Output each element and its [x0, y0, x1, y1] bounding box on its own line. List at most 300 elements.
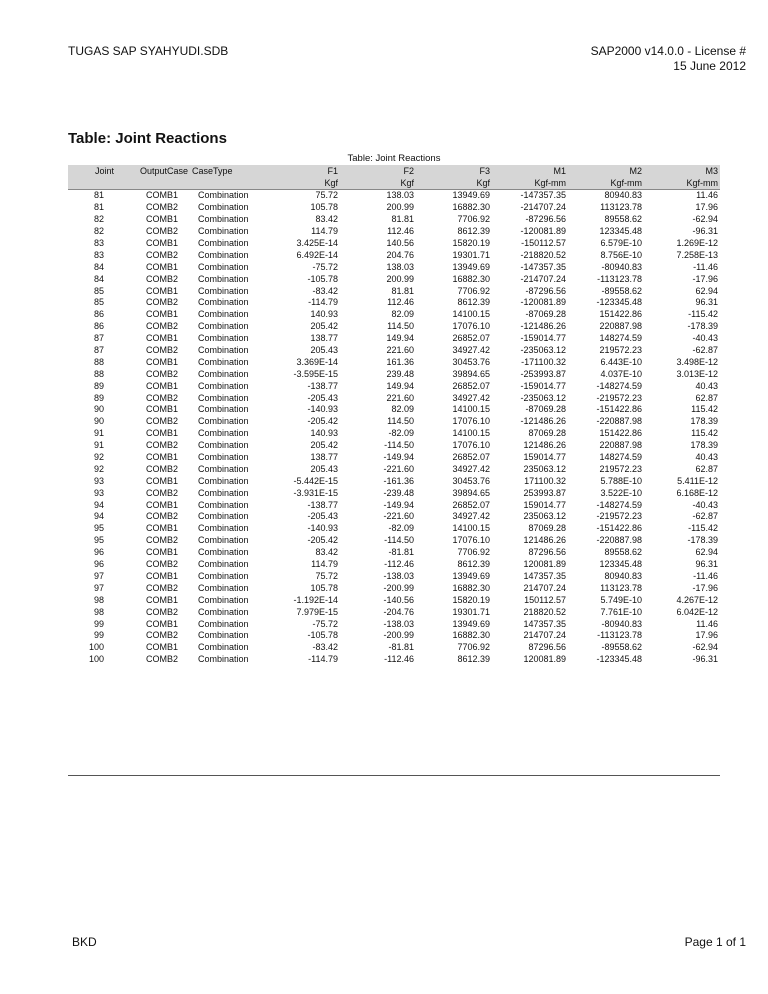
cell-output-case: COMB2: [145, 440, 178, 451]
cell-f3: 14100.15: [452, 428, 490, 439]
table-row: [68, 333, 720, 345]
table-row: [68, 309, 720, 321]
cell-f3: 7706.92: [457, 285, 490, 296]
cell-case-type: Combination: [198, 238, 249, 248]
cell-f2: -112.46: [384, 559, 414, 570]
cell-m2: -123345.48: [596, 297, 642, 308]
cell-f3: 13949.69: [452, 190, 490, 201]
cell-case-type: Combination: [198, 428, 249, 439]
col-header-m2: M2: [568, 165, 644, 177]
table-row: [68, 356, 720, 368]
unit-m3: Kgf-mm: [644, 177, 720, 190]
col-header-m1: M1: [492, 165, 568, 177]
cell-f3: 16882.30: [452, 630, 490, 641]
cell-m2: -219572.23: [596, 511, 642, 522]
cell-output-case: COMB2: [145, 559, 178, 570]
cell-m3: 6.042E-12: [676, 606, 718, 617]
cell-case-type: Combination: [198, 214, 249, 225]
cell-m3: -96.31: [692, 654, 718, 665]
cell-m1: 150112.57: [524, 594, 566, 605]
cell-joint: 89: [93, 392, 104, 403]
cell-m2: -113123.78: [597, 273, 642, 284]
cell-case-type: Combination: [198, 273, 249, 284]
cell-joint: 85: [93, 285, 104, 296]
cell-joint: 91: [93, 428, 104, 439]
cell-f2: 221.60: [386, 392, 414, 403]
cell-m3: -178.39: [687, 321, 718, 332]
cell-f1: -75.72: [312, 618, 338, 629]
cell-joint: 90: [93, 416, 104, 427]
cell-f3: 13949.69: [452, 261, 490, 272]
cell-output-case: COMB2: [145, 273, 178, 284]
cell-case-type: Combination: [198, 249, 249, 260]
cell-f2: 112.46: [387, 226, 414, 237]
cell-f1: 75.72: [315, 190, 338, 201]
cell-m1: 214707.24: [523, 582, 566, 593]
cell-f3: 8612.39: [457, 226, 490, 237]
cell-m3: 62.87: [695, 463, 718, 474]
cell-output-case: COMB1: [145, 190, 178, 201]
cell-m2: -219572.23: [596, 392, 642, 403]
cell-m2: 80940.83: [604, 190, 642, 201]
cell-f2: -149.94: [383, 499, 414, 510]
cell-m3: 96.31: [695, 297, 718, 308]
cell-f2: 161.36: [386, 356, 414, 367]
cell-m1: -120081.89: [520, 226, 566, 237]
cell-f2: 204.76: [386, 249, 414, 260]
cell-m1: -171100.32: [521, 356, 566, 367]
cell-output-case: COMB2: [145, 392, 178, 403]
cell-m1: -87069.28: [525, 404, 566, 415]
table-row: [68, 606, 720, 618]
cell-m1: -121486.26: [520, 321, 566, 332]
cell-m2: 123345.48: [599, 226, 642, 237]
cell-case-type: Combination: [198, 297, 249, 308]
cell-f1: -3.595E-15: [293, 368, 338, 379]
unit-f1: Kgf: [264, 177, 340, 190]
cell-m2: -113123.78: [597, 630, 642, 641]
table-row: [68, 642, 720, 654]
cell-joint: 83: [93, 238, 104, 248]
cell-output-case: COMB2: [145, 368, 178, 379]
table-row: [68, 190, 720, 202]
cell-m2: 219572.23: [599, 463, 642, 474]
cell-output-case: COMB1: [145, 475, 178, 486]
cell-output-case: COMB2: [145, 345, 178, 356]
cell-f1: 3.369E-14: [296, 356, 338, 367]
cell-case-type: Combination: [198, 499, 249, 510]
cell-f2: 239.48: [386, 368, 414, 379]
cell-case-type: Combination: [198, 261, 249, 272]
cell-m1: -159014.77: [520, 380, 566, 391]
cell-f3: 15820.19: [452, 594, 490, 605]
cell-m2: 80940.83: [604, 570, 642, 581]
cell-joint: 87: [93, 345, 104, 356]
cell-m3: 17.96: [695, 202, 718, 213]
cell-f1: -205.42: [307, 535, 338, 546]
cell-case-type: Combination: [198, 202, 249, 213]
col-header-m3: M3: [644, 165, 720, 177]
cell-f3: 8612.39: [457, 559, 490, 570]
table-row: [68, 345, 720, 357]
cell-joint: 96: [93, 559, 104, 570]
cell-f1: -105.78: [307, 273, 338, 284]
table-units-row: [68, 177, 720, 190]
cell-case-type: Combination: [198, 511, 249, 522]
cell-joint: 95: [93, 535, 104, 546]
page-title: Table: Joint Reactions: [68, 130, 227, 147]
table-row: [68, 523, 720, 535]
cell-m2: -148274.59: [596, 499, 642, 510]
cell-output-case: COMB1: [145, 309, 178, 320]
cell-m3: 40.43: [695, 380, 718, 391]
cell-f2: -82.09: [388, 523, 414, 534]
cell-m3: 115.42: [691, 428, 718, 439]
cell-joint: 92: [93, 452, 104, 463]
cell-m3: 62.94: [695, 285, 718, 296]
cell-output-case: COMB2: [145, 416, 178, 427]
cell-f2: 112.46: [387, 297, 414, 308]
cell-m1: -87296.56: [525, 285, 566, 296]
table-row: [68, 392, 720, 404]
cell-case-type: Combination: [198, 380, 249, 391]
cell-output-case: COMB1: [145, 356, 178, 367]
cell-m3: -178.39: [687, 535, 718, 546]
cell-m1: -87296.56: [525, 214, 566, 225]
cell-f2: 149.94: [386, 333, 414, 344]
cell-f2: -81.81: [388, 642, 414, 653]
table-row: [68, 285, 720, 297]
table-row: [68, 261, 720, 273]
cell-m1: -159014.77: [520, 333, 566, 344]
cell-m2: 5.788E-10: [600, 475, 642, 486]
cell-case-type: Combination: [198, 535, 249, 546]
cell-m3: 6.168E-12: [676, 487, 718, 498]
cell-f1: -3.931E-15: [293, 487, 338, 498]
cell-m2: -220887.98: [596, 416, 642, 427]
cell-m1: -235063.12: [520, 392, 566, 403]
cell-f3: 39894.65: [452, 487, 490, 498]
cell-joint: 86: [93, 321, 104, 332]
cell-output-case: COMB2: [145, 463, 178, 474]
cell-f1: -140.93: [307, 404, 338, 415]
cell-f2: -138.03: [383, 618, 414, 629]
cell-f1: 83.42: [315, 214, 338, 225]
cell-f3: 34927.42: [452, 392, 490, 403]
cell-joint: 99: [93, 618, 104, 629]
cell-f2: 138.03: [386, 261, 414, 272]
cell-joint: 82: [93, 226, 104, 237]
cell-f1: 140.93: [310, 428, 338, 439]
cell-m1: 159014.77: [523, 452, 566, 463]
cell-m2: -89558.62: [601, 642, 642, 653]
cell-joint: 97: [93, 570, 104, 581]
cell-f2: -149.94: [383, 452, 414, 463]
cell-output-case: COMB1: [145, 261, 178, 272]
cell-m2: 89558.62: [604, 547, 642, 558]
cell-output-case: COMB1: [145, 238, 178, 248]
cell-f2: -200.99: [383, 630, 414, 641]
table-row: [68, 547, 720, 559]
cell-case-type: Combination: [198, 642, 249, 653]
program-info: [591, 44, 746, 74]
cell-m1: 87296.56: [528, 642, 566, 653]
cell-f3: 30453.76: [452, 475, 490, 486]
cell-m2: 123345.48: [599, 559, 642, 570]
table-row: [68, 273, 720, 285]
cell-f3: 16882.30: [452, 202, 490, 213]
table-row: [68, 214, 720, 226]
cell-m3: 62.87: [695, 392, 718, 403]
cell-m2: 219572.23: [599, 345, 642, 356]
cell-case-type: Combination: [198, 582, 249, 593]
col-header-output-case: OutputCase: [116, 165, 190, 177]
cell-m1: 87296.56: [528, 547, 566, 558]
unit-f3: Kgf: [416, 177, 492, 190]
cell-m1: 87069.28: [528, 428, 566, 439]
cell-f3: 13949.69: [452, 618, 490, 629]
cell-m2: -220887.98: [596, 535, 642, 546]
cell-m2: 8.756E-10: [600, 249, 642, 260]
cell-m2: 151422.86: [599, 309, 642, 320]
cell-output-case: COMB2: [145, 630, 178, 641]
cell-m3: 4.267E-12: [676, 594, 718, 605]
cell-f3: 17076.10: [452, 321, 490, 332]
table-row: [68, 487, 720, 499]
cell-f1: 105.78: [310, 202, 338, 213]
cell-f3: 26852.07: [452, 499, 490, 510]
cell-f2: -81.81: [388, 547, 414, 558]
cell-m2: -148274.59: [596, 380, 642, 391]
cell-output-case: COMB2: [145, 654, 178, 665]
table-row: [68, 559, 720, 571]
cell-joint: 94: [93, 499, 104, 510]
cell-f3: 26852.07: [452, 333, 490, 344]
cell-f1: 105.78: [310, 582, 338, 593]
cell-f1: 205.42: [310, 440, 338, 451]
cell-m2: 5.749E-10: [600, 594, 642, 605]
unit-f2: Kgf: [340, 177, 416, 190]
cell-output-case: COMB1: [145, 523, 178, 534]
cell-m3: 3.013E-12: [676, 368, 718, 379]
cell-m3: -62.87: [692, 511, 718, 522]
cell-f3: 34927.42: [452, 511, 490, 522]
cell-f1: -205.43: [307, 511, 338, 522]
cell-m1: 87069.28: [528, 523, 566, 534]
cell-joint: 93: [93, 475, 104, 486]
file-name: TUGAS SAP SYAHYUDI.SDB: [68, 44, 229, 58]
table-row: [68, 582, 720, 594]
cell-f2: 81.81: [391, 214, 414, 225]
cell-m1: -253993.87: [520, 368, 566, 379]
program-license: SAP2000 v14.0.0 - License #: [590, 44, 746, 58]
cell-f1: -140.93: [307, 523, 338, 534]
cell-m2: 151422.86: [599, 428, 642, 439]
cell-f2: -114.50: [384, 535, 414, 546]
cell-joint: 85: [93, 297, 104, 308]
cell-m2: 6.579E-10: [600, 238, 642, 248]
cell-m3: -17.96: [692, 273, 718, 284]
cell-m1: 214707.24: [523, 630, 566, 641]
table-row: [68, 249, 720, 261]
table-row: [68, 428, 720, 440]
cell-m2: 148274.59: [599, 452, 642, 463]
cell-output-case: COMB1: [145, 404, 178, 415]
cell-output-case: COMB2: [145, 297, 178, 308]
table-header-row: [68, 165, 720, 177]
col-header-joint: Joint: [68, 165, 116, 177]
cell-joint: 98: [93, 594, 104, 605]
cell-joint: 87: [93, 333, 104, 344]
cell-f1: -83.42: [312, 285, 338, 296]
cell-joint: 83: [93, 249, 104, 260]
cell-f1: -138.77: [307, 380, 338, 391]
table-caption: Table: Joint Reactions: [347, 153, 441, 164]
cell-case-type: Combination: [198, 618, 249, 629]
cell-m1: 159014.77: [523, 499, 566, 510]
cell-f3: 15820.19: [452, 238, 490, 248]
cell-f1: -138.77: [307, 499, 338, 510]
cell-m1: 120081.89: [523, 654, 566, 665]
cell-case-type: Combination: [198, 452, 249, 463]
cell-output-case: COMB2: [145, 321, 178, 332]
cell-f3: 30453.76: [452, 356, 490, 367]
cell-joint: 84: [93, 273, 104, 284]
cell-f1: 3.425E-14: [296, 238, 338, 248]
table-row: [68, 499, 720, 511]
cell-joint: 92: [93, 463, 104, 474]
cell-f1: -5.442E-15: [293, 475, 338, 486]
cell-m2: 220887.98: [599, 321, 642, 332]
cell-m2: 113123.78: [600, 582, 642, 593]
cell-f3: 16882.30: [452, 582, 490, 593]
cell-case-type: Combination: [198, 547, 249, 558]
cell-joint: 84: [93, 261, 104, 272]
cell-m3: 62.94: [695, 547, 718, 558]
cell-f3: 26852.07: [452, 380, 490, 391]
cell-m3: -40.43: [692, 499, 718, 510]
cell-case-type: Combination: [198, 594, 249, 605]
cell-f1: -114.79: [308, 654, 338, 665]
cell-case-type: Combination: [198, 345, 249, 356]
cell-f2: -221.60: [383, 511, 414, 522]
cell-f1: -105.78: [307, 630, 338, 641]
cell-f3: 14100.15: [452, 309, 490, 320]
report-date: 15 June 2012: [673, 59, 746, 73]
cell-case-type: Combination: [198, 570, 249, 581]
cell-case-type: Combination: [198, 333, 249, 344]
cell-case-type: Combination: [198, 654, 249, 665]
cell-f1: 7.979E-15: [296, 606, 338, 617]
cell-m1: -87069.28: [525, 309, 566, 320]
cell-m3: -115.42: [688, 309, 718, 320]
cell-f2: -114.50: [384, 440, 414, 451]
cell-f2: -204.76: [383, 606, 414, 617]
table-row: [68, 535, 720, 547]
cell-joint: 97: [93, 582, 104, 593]
cell-m3: -62.94: [692, 214, 718, 225]
cell-f3: 34927.42: [452, 463, 490, 474]
cell-m1: 120081.89: [523, 559, 566, 570]
table-row: [68, 511, 720, 523]
cell-case-type: Combination: [198, 309, 249, 320]
cell-case-type: Combination: [198, 559, 249, 570]
cell-joint: 88: [93, 356, 104, 367]
cell-f3: 14100.15: [452, 523, 490, 534]
cell-m1: -214707.24: [520, 273, 566, 284]
cell-f2: 200.99: [386, 273, 414, 284]
cell-joint: 95: [93, 523, 104, 534]
cell-m2: 148274.59: [599, 333, 642, 344]
cell-m3: 3.498E-12: [676, 356, 718, 367]
cell-f3: 14100.15: [452, 404, 490, 415]
unit-case-type: [190, 177, 264, 190]
cell-case-type: Combination: [198, 475, 249, 486]
cell-output-case: COMB2: [145, 249, 178, 260]
cell-f1: 114.79: [311, 226, 338, 237]
cell-f2: 81.81: [391, 285, 414, 296]
cell-f1: -205.43: [307, 392, 338, 403]
cell-f2: -112.46: [384, 654, 414, 665]
table-row: [68, 452, 720, 464]
cell-f2: -239.48: [383, 487, 414, 498]
joint-reactions-table: [68, 165, 720, 666]
cell-joint: 90: [93, 404, 104, 415]
cell-f3: 26852.07: [452, 452, 490, 463]
cell-case-type: Combination: [198, 285, 249, 296]
cell-f1: 138.77: [310, 452, 338, 463]
cell-m1: -147357.35: [520, 190, 566, 201]
cell-joint: 99: [93, 630, 104, 641]
cell-joint: 82: [93, 214, 104, 225]
cell-f3: 16882.30: [452, 273, 490, 284]
cell-m3: -62.94: [692, 642, 718, 653]
cell-output-case: COMB2: [145, 606, 178, 617]
unit-m2: Kgf-mm: [568, 177, 644, 190]
cell-f1: -83.42: [312, 642, 338, 653]
cell-case-type: Combination: [198, 321, 249, 332]
cell-m3: -96.31: [692, 226, 718, 237]
cell-f2: -161.36: [383, 475, 414, 486]
cell-m1: 218820.52: [523, 606, 566, 617]
cell-output-case: COMB2: [145, 202, 178, 213]
table-row: [68, 226, 720, 238]
table-row: [68, 380, 720, 392]
cell-f2: 140.56: [386, 238, 414, 248]
cell-f1: 138.77: [310, 333, 338, 344]
cell-f1: -1.192E-14: [293, 594, 338, 605]
cell-m1: 121486.26: [523, 535, 566, 546]
cell-f3: 7706.92: [457, 214, 490, 225]
cell-output-case: COMB1: [145, 428, 178, 439]
cell-m3: -40.43: [692, 333, 718, 344]
cell-m2: -123345.48: [596, 654, 642, 665]
cell-m2: -80940.83: [601, 261, 642, 272]
cell-f3: 13949.69: [452, 570, 490, 581]
table-row: [68, 297, 720, 309]
cell-f1: 205.43: [310, 345, 338, 356]
page-number: Page 1 of 1: [684, 935, 746, 949]
cell-output-case: COMB1: [145, 214, 178, 225]
cell-output-case: COMB2: [145, 226, 178, 237]
cell-case-type: Combination: [198, 226, 249, 237]
cell-m1: 235063.12: [523, 511, 566, 522]
cell-case-type: Combination: [198, 190, 249, 201]
cell-m2: 3.522E-10: [600, 487, 642, 498]
cell-case-type: Combination: [198, 523, 249, 534]
cell-joint: 81: [93, 190, 104, 201]
table-row: [68, 238, 720, 250]
